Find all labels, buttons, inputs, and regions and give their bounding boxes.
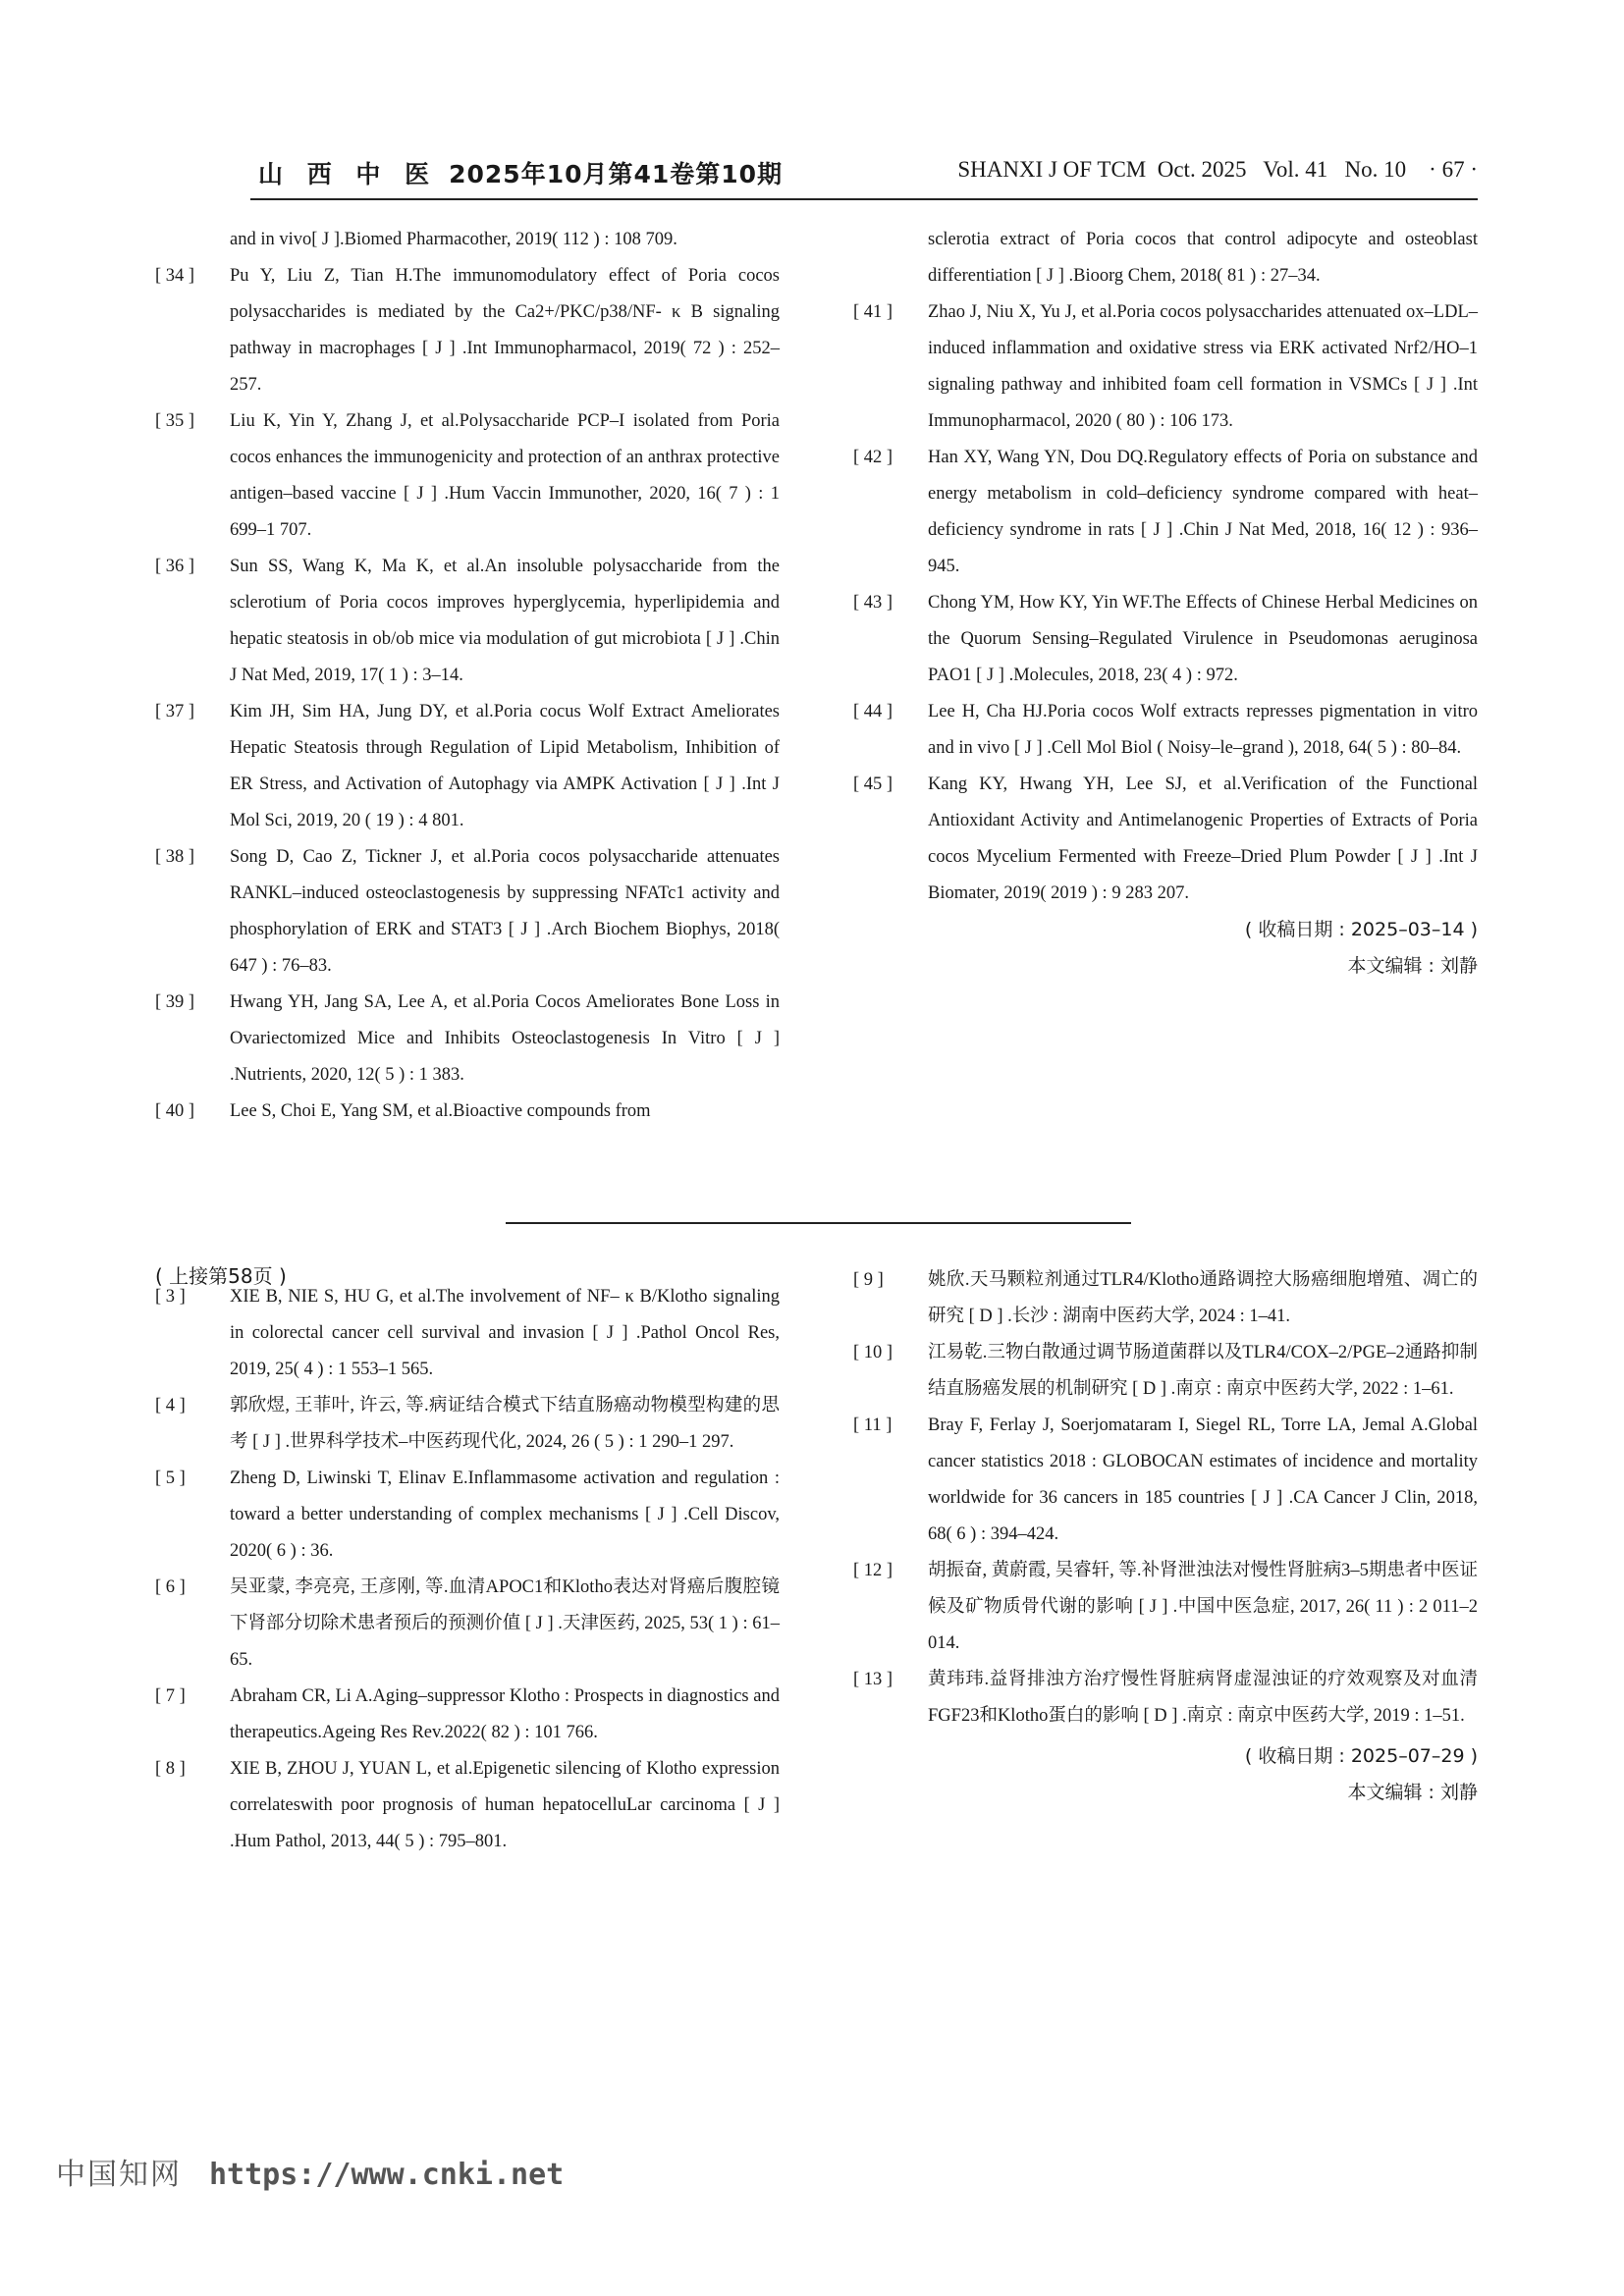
reference-text: 胡振奋, 黄蔚霞, 吴睿轩, 等.补肾泄浊法对慢性肾脏病3–5期患者中医证候及矿物质骨代谢的影响 [ J ] .中国中医急症, 2017, 26( 11 ) : 2 011–2 014. [928,1561,1478,1653]
reference-item [853,1408,1478,1553]
reference-item [155,1570,780,1679]
reference-item [853,585,1478,694]
reference-text: Han XY, Wang YN, Dou DQ.Regulatory effects of Poria on substance and energy metabolism in cold–deficiency syndrome compared with heat–deficiency syndrome in rats [ J ] .Chin J Nat Med, 2018, 16( 12 ) : 936–945. [928,448,1478,576]
top-right-column [853,222,1478,985]
reference-item [155,1388,780,1461]
reference-item [853,440,1478,585]
reference-text: 江易乾.三物白散通过调节肠道菌群以及TLR4/COX–2/PGE–2通路抑制结直肠癌发展的机制研究 [ D ] .南京 : 南京中医药大学, 2022 : 1–61. [928,1343,1478,1399]
editor-credit: 本文编辑 : 刘静 [1347,1782,1478,1803]
issue-info-en: SHANXI J OF TCM Oct. 2025 Vol. 41 No. 10 · 67 · [957,157,1478,182]
reference-number: [ 45 ] [853,774,893,794]
reference-item [853,1662,1478,1735]
section-divider [506,1222,1131,1224]
reference-text: XIE B, NIE S, HU G, et al.The involvement of NF– κ B/Klotho signaling in colorectal cancer cell survival and invasion [ J ] .Pathol Oncol Res, 2019, 25( 4 ) : 1 553–1 565. [230,1287,780,1379]
top-left-column [155,222,780,1130]
reference-item [853,767,1478,912]
reference-item [853,694,1478,767]
reference-continuation: sclerotia extract of Poria cocos that control adipocyte and osteoblast differentiation [ J ] .Bioorg Chem, 2018( 81 ) : 27–34. [928,230,1478,286]
reference-number: [ 44 ] [853,702,893,721]
reference-number: [ 36 ] [155,557,195,576]
source-name: 中国知网 [56,2158,182,2192]
reference-number: [ 9 ] [853,1270,884,1290]
reference-number: [ 12 ] [853,1561,893,1580]
reference-text: Song D, Cao Z, Tickner J, et al.Poria cocos polysaccharide attenuates RANKL–induced osteoclastogenesis by suppressing NFATc1 activity and phosphorylation of ERK and STAT3 [ J ] .Arch Biochem Biophys, 2018( 647 ) : 76–83. [230,847,780,976]
received-date: ( 收稿日期 : 2025–03–14 ) [1244,919,1478,940]
reference-text: Zhao J, Niu X, Yu J, et al.Poria cocos polysaccharides attenuated ox–LDL–induced inflammation and oxidative stress via ERK activated Nrf2/HO–1 signaling pathway and inhibited foam cell formation in VSMCs [ J ] .Int Immunopharmacol, 2020 ( 80 ) : 106 173. [928,302,1478,431]
issue-info-cn: 2025年10月第41卷第10期 [449,160,784,188]
source-watermark [56,2150,564,2193]
reference-text: Bray F, Ferlay J, Soerjomataram I, Siegel RL, Torre LA, Jemal A.Global cancer statistics 2018 : GLOBOCAN estimates of incidence and mortality worldwide for 36 cancers in 185 countries [ J ] .CA Cancer J Clin, 2018, 68( 6 ) : 394–424. [928,1415,1478,1544]
reference-text: Hwang YH, Jang SA, Lee A, et al.Poria Cocos Ameliorates Bone Loss in Ovariectomized Mice and Inhibits Osteoclastogenesis In Vitro [ J ] .Nutrients, 2020, 12( 5 ) : 1 383. [230,992,780,1085]
header-journal-issue [258,155,783,190]
reference-item [155,839,780,985]
reference-item [155,549,780,694]
reference-text: 黄玮玮.益肾排浊方治疗慢性肾脏病肾虚湿浊证的疗效观察及对血清FGF23和Klotho蛋白的影响 [ D ] .南京 : 南京中医药大学, 2019 : 1–51. [928,1670,1478,1726]
continued-from-label: ( 上接第58页 ) [155,1264,287,1288]
reference-continuation: and in vivo[ J ].Biomed Pharmacother, 2019( 112 ) : 108 709. [230,230,677,249]
reference-list [853,294,1478,912]
reference-number: [ 10 ] [853,1343,893,1362]
reference-text: Sun SS, Wang K, Ma K, et al.An insoluble polysaccharide from the sclerotium of Poria cocos improves hyperglycemia, hyperlipidemia and hepatic steatosis in ob/ob mice via modulation of gut microbiota [ J ] .Chin J Nat Med, 2019, 17( 1 ) : 3–14. [230,557,780,685]
reference-number: [ 40 ] [155,1101,195,1121]
editor-credit: 本文编辑 : 刘静 [1347,955,1478,977]
reference-text: Liu K, Yin Y, Zhang J, et al.Polysaccharide PCP–I isolated from Poria cocos enhances the immunogenicity and protection of an anthrax protective antigen–based vaccine [ J ] .Hum Vaccin Immunother, 2020, 16( 7 ) : 1 699–1 707. [230,411,780,540]
reference-text: Lee H, Cha HJ.Poria cocos Wolf extracts represses pigmentation in vitro and in vivo [ J ] .Cell Mol Biol ( Noisy–le–grand ), 2018, 64( 5 ) : 80–84. [928,702,1478,758]
reference-item [155,1461,780,1570]
reference-text: 郭欣煜, 王菲叶, 许云, 等.病证结合模式下结直肠癌动物模型构建的思考 [ J ] .世界科学技术–中医药现代化, 2024, 26 ( 5 ) : 1 290–1 297. [230,1396,780,1452]
reference-list [155,258,780,1130]
reference-item [853,1262,1478,1335]
reference-number: [ 6 ] [155,1577,186,1597]
reference-item [853,294,1478,440]
reference-number: [ 8 ] [155,1759,186,1779]
bottom-right-column [853,1262,1478,1811]
reference-text: XIE B, ZHOU J, YUAN L, et al.Epigenetic silencing of Klotho expression correlateswith poor prognosis of human hepatocelluLar carcinoma [ J ] .Hum Pathol, 2013, 44( 5 ) : 795–801. [230,1759,780,1851]
reference-text: Lee S, Choi E, Yang SM, et al.Bioactive compounds from [230,1101,651,1121]
reference-text: Pu Y, Liu Z, Tian H.The immunomodulatory effect of Poria cocos polysaccharides is mediated by the Ca2+/PKC/p38/NF- κ B signaling pathway in macrophages [ J ] .Int Immunopharmacol, 2019( 72 ) : 252–257. [230,266,780,395]
reference-text: Abraham CR, Li A.Aging–suppressor Klotho : Prospects in diagnostics and therapeutics.Ageing Res Rev.2022( 82 ) : 101 766. [230,1686,780,1742]
reference-number: [ 41 ] [853,302,893,322]
reference-number: [ 38 ] [155,847,195,867]
reference-number: [ 42 ] [853,448,893,467]
reference-text: Zheng D, Liwinski T, Elinav E.Inflammasome activation and regulation : toward a better understanding of complex mechanisms [ J ] .Cell Discov, 2020( 6 ) : 36. [230,1468,780,1561]
reference-item [155,985,780,1094]
source-url: https://www.cnki.net [209,2158,565,2192]
reference-list [155,1279,780,1860]
reference-text: Kim JH, Sim HA, Jung DY, et al.Poria cocus Wolf Extract Ameliorates Hepatic Steatosis through Regulation of Lipid Metabolism, Inhibition of ER Stress, and Activation of Autophagy via AMPK Activation [ J ] .Int J Mol Sci, 2019, 20 ( 19 ) : 4 801. [230,702,780,830]
reference-item [155,694,780,839]
journal-name-cn: 山 西 中 医 [258,160,438,188]
reference-number: [ 35 ] [155,411,195,431]
reference-item [155,258,780,403]
reference-number: [ 3 ] [155,1287,186,1307]
reference-text: Kang KY, Hwang YH, Lee SJ, et al.Verification of the Functional Antioxidant Activity and Antimelanogenic Properties of Extracts of Poria cocos Mycelium Fermented with Freeze–Dried Plum Powder [ J ] .Int J Biomater, 2019( 2019 ) : 9 283 207. [928,774,1478,903]
reference-text: 姚欣.天马颗粒剂通过TLR4/Klotho通路调控大肠癌细胞增殖、凋亡的研究 [ D ] .长沙 : 湖南中医药大学, 2024 : 1–41. [928,1270,1478,1326]
reference-number: [ 11 ] [853,1415,893,1435]
reference-item [853,1553,1478,1662]
reference-text: 吴亚蒙, 李亮亮, 王彦刚, 等.血清APOC1和Klotho表达对肾癌后腹腔镜下肾部分切除术患者预后的预测价值 [ J ] .天津医药, 2025, 53( 1 ) : 61–65. [230,1577,780,1670]
reference-number: [ 34 ] [155,266,195,286]
reference-number: [ 7 ] [155,1686,186,1706]
reference-number: [ 39 ] [155,992,195,1012]
reference-item [155,1751,780,1860]
page-header [250,155,1478,200]
reference-number: [ 43 ] [853,593,893,613]
reference-item [155,1679,780,1751]
reference-item [853,1335,1478,1408]
reference-number: [ 37 ] [155,702,195,721]
reference-number: [ 13 ] [853,1670,893,1689]
received-date: ( 收稿日期 : 2025–07–29 ) [1244,1745,1478,1767]
reference-text: Chong YM, How KY, Yin WF.The Effects of Chinese Herbal Medicines on the Quorum Sensing–Regulated Virulence in Pseudomonas aeruginosa PAO1 [ J ] .Molecules, 2018, 23( 4 ) : 972. [928,593,1478,685]
reference-item [155,1279,780,1388]
reference-item [155,1094,780,1130]
reference-list [853,1262,1478,1735]
reference-number: [ 4 ] [155,1396,186,1415]
bottom-left-column [155,1279,780,1860]
reference-number: [ 5 ] [155,1468,186,1488]
reference-item [155,403,780,549]
